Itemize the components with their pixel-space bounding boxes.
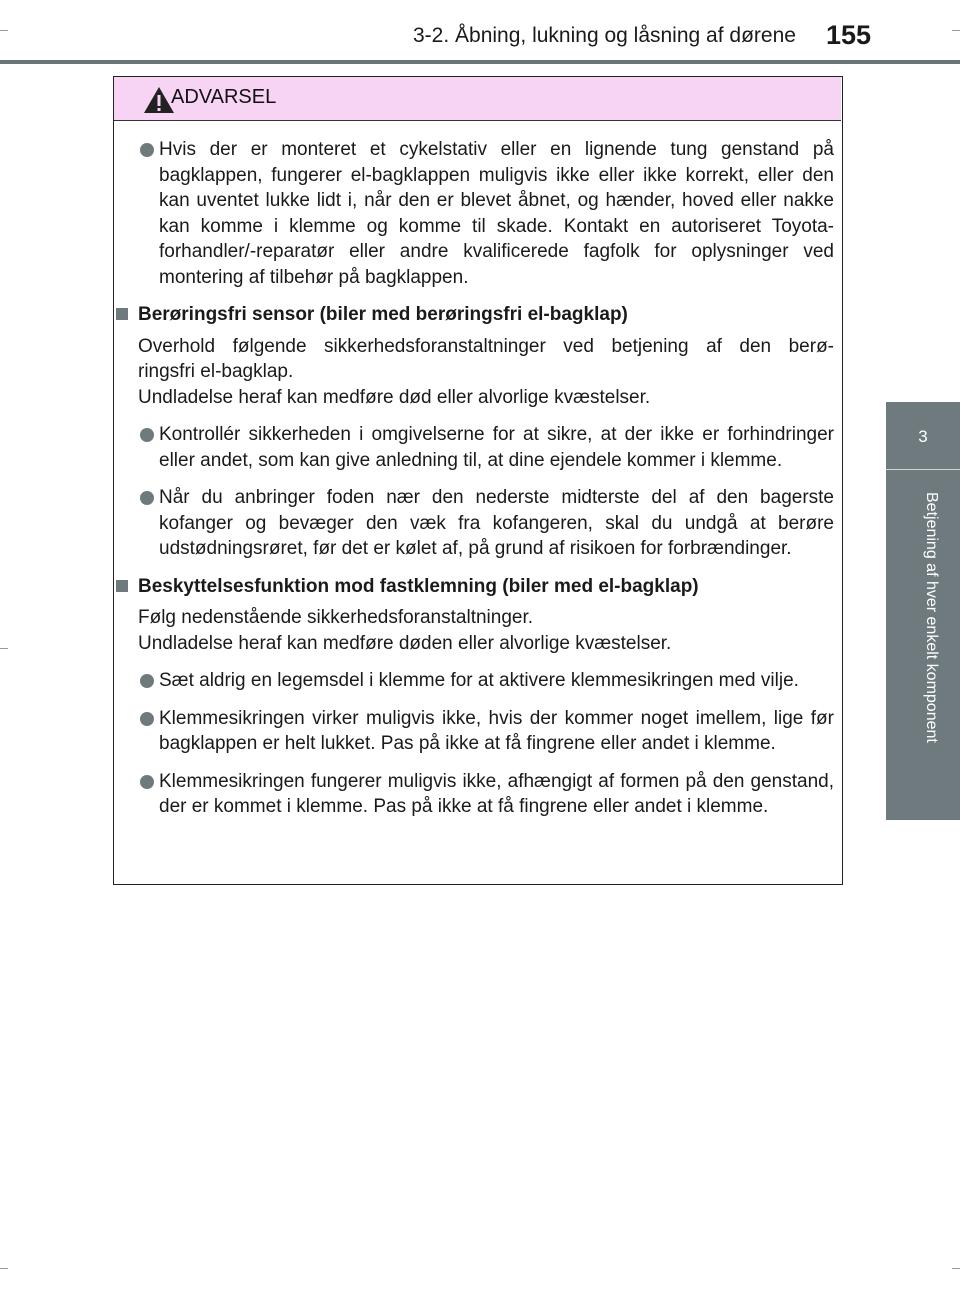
bullet-text: Klemmesikringen virker muligvis ikke, hvis der kommer noget imellem, lige før bagklappen er helt lukket. Pas på ikke at få fingrene eller andet i klemme.: [159, 707, 834, 754]
crop-mark: [0, 30, 8, 31]
section-heading: [138, 302, 834, 328]
paragraph-line: Undladelse heraf kan medføre død eller alvorlige kvæstelser.: [138, 386, 651, 408]
chapter-title: Betjening af hver enkelt komponent: [923, 492, 940, 743]
list-item: [159, 668, 834, 694]
crop-mark: [0, 648, 8, 649]
crop-mark: [952, 1268, 960, 1269]
paragraph-line: Følg nedenstående sikkerhedsforanstaltninger.: [138, 607, 534, 628]
section-heading-text: Berøringsfri sensor (biler med berøringsfri el-bagklap): [138, 304, 628, 325]
section-heading: [138, 574, 834, 600]
list-item: [159, 706, 834, 757]
section-paragraph: [138, 334, 834, 411]
paragraph-line: Overhold følgende sikkerhedsforanstaltninger ved betjening af den berø-: [138, 335, 834, 357]
bullet-dot-icon: [140, 143, 154, 157]
warning-content: [114, 137, 841, 832]
section-paragraph: [138, 605, 834, 656]
bullet-dot-icon: [140, 775, 154, 789]
warning-title: ADVARSEL: [171, 86, 277, 108]
bullet-dot-icon: [140, 491, 154, 505]
warning-box: [113, 76, 843, 885]
bullet-text: Sæt aldrig en legemsdel i klemme for at aktivere klemmesikringen med vilje.: [159, 670, 799, 691]
bullet-text: Hvis der er monteret et cykelstativ eller en lignende tung genstand på bagklappen, fungerer el-bagklappen muligvis ikke eller ikke korrekt, eller den kan uventet lukke lidt i, når den er blevet åbnet, og hænder, hoved eller nakke kan komme i klemme og komme til skade. Kontakt en autoriseret Toyota-forhandler/-reparatør eller andre kvalificerede fagfolk for oplysninger ved montering af tilbehør på bagklappen.: [159, 139, 834, 288]
bullet-text: Kontrollér sikkerheden i omgivelserne for at sikre, at der ikke er forhindringer eller andet, som kan give anledning til, at dine ejendele kommer i klemme.: [159, 424, 834, 471]
bullet-dot-icon: [140, 428, 154, 442]
page-header: [0, 0, 960, 64]
section-heading-text: Beskyttelsesfunktion mod fastklemning (biler med el-bagklap): [138, 575, 699, 597]
chapter-number: 3: [918, 427, 928, 446]
side-tab-divider: [886, 469, 960, 470]
list-item: [159, 137, 834, 290]
bullet-text: Når du anbringer foden nær den nederste midterste del af den bagerste kofanger og bevæger den væk fra kofangeren, skal du undgå at berøre udstødningsrøret, før det er kølet af, på grund af risikoen for forbrændinger.: [159, 487, 834, 559]
bullet-dot-icon: [140, 674, 154, 688]
list-item: [159, 769, 834, 820]
crop-mark: [0, 1268, 8, 1269]
bullet-dot-icon: [140, 712, 154, 726]
header-rule: [0, 60, 960, 64]
list-item: [159, 422, 834, 473]
paragraph-line: Undladelse heraf kan medføre døden eller alvorlige kvæstelser.: [138, 632, 672, 654]
section-square-icon: [116, 580, 128, 592]
bullet-text: Klemmesikringen fungerer muligvis ikke, afhængigt af formen på den genstand, der er kommet i klemme. Pas på ikke at få fingrene eller andet i klemme.: [159, 770, 834, 817]
page-number: 155: [826, 20, 872, 50]
crop-mark: [952, 30, 960, 31]
header-title: 3-2. Åbning, lukning og låsning af dørene: [413, 24, 796, 47]
paragraph-line: ringsfri el-bagklap.: [138, 361, 294, 382]
list-item: [159, 485, 834, 562]
section-square-icon: [116, 308, 128, 320]
warning-header: [114, 77, 841, 121]
